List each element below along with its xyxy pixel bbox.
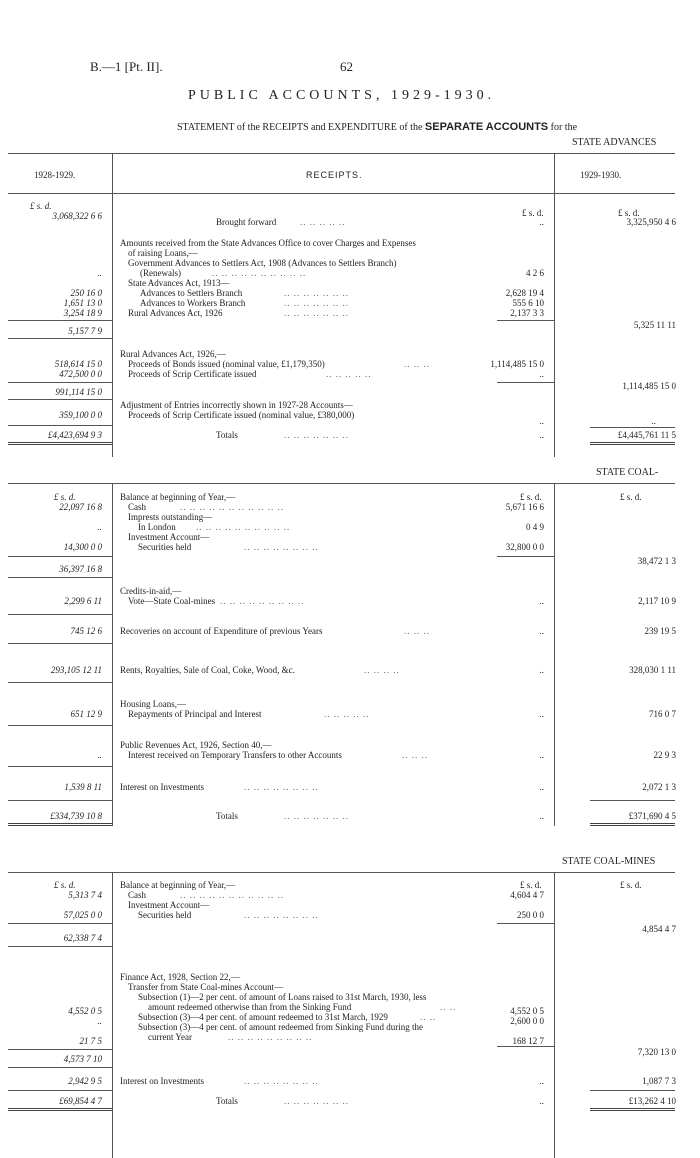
column-header-1928-1929: 1928-1929. (34, 170, 76, 180)
s1-cur-brought-forward: 3,325,950 4 6 (626, 217, 676, 227)
section-title-state-advances: STATE ADVANCES (572, 137, 657, 148)
s3-mid-totals: .. (539, 1096, 544, 1106)
s1-label-bonds: Proceeds of Bonds issued (nominal value, £1,179,350) (128, 359, 325, 369)
page-title: PUBLIC ACCOUNTS, 1929-1930. (188, 88, 496, 103)
s3-cur-interest-investments: 1,087 7 3 (642, 1076, 676, 1086)
currency-header-prev: £ s. d. (30, 201, 52, 211)
s1-label-totals: Totals (216, 430, 238, 440)
s2-prev-rents: 293,105 12 11 (50, 665, 102, 675)
s1-cur-subtotal-1: 5,325 11 11 (633, 320, 676, 330)
s3-prev-interest-investments: 2,942 9 5 (68, 1076, 102, 1086)
s3-mid-subsection3a: 2,600 0 0 (510, 1016, 544, 1026)
currency-header-mid: £ s. d. (522, 208, 544, 218)
s1-prev-workers-branch: 1,651 13 0 (63, 298, 102, 308)
s1-mid-totals: .. (539, 430, 544, 440)
s3-label-securities: Securities held (138, 910, 192, 920)
s2-mid-rents: .. (539, 665, 544, 675)
s3-cur-totals: £13,262 4 10 (628, 1096, 676, 1106)
s2-mid-totals: .. (539, 811, 544, 821)
s2-prev-london: .. (97, 522, 102, 532)
s2-prev-cash: 22,097 16 8 (59, 502, 102, 512)
s2-mid-repayments: .. (539, 709, 544, 719)
s2-prev-interest-investments: 1,539 8 11 (64, 782, 102, 792)
column-header-receipts: RECEIPTS. (306, 170, 363, 180)
s2-label-investment: Investment Account— (128, 532, 210, 542)
section-title-state-coal: STATE COAL- (596, 467, 659, 478)
s1-label-settlers-branch: Advances to Settlers Branch (140, 288, 243, 298)
s1-label-scrip-nominal: Proceeds of Scrip Certificate issued (nominal value, £380,000) (128, 410, 355, 420)
s2-currency-prev: £ s. d. (54, 492, 76, 502)
s1-prev-totals: £4,423,694 9 3 (48, 430, 102, 440)
s3-label-balance: Balance at beginning of Year,— (120, 880, 236, 890)
s1-cur-subtotal-2: 1,114,485 15 0 (622, 381, 676, 391)
s3-label-transfer: Transfer from State Coal-mines Account— (128, 982, 284, 992)
s2-label-public-revenues: Public Revenues Act, 1926, Section 40,— (120, 740, 272, 750)
document-reference: B.—1 [Pt. II]. (90, 59, 163, 74)
statement-heading: STATEMENT of the RECEIPTS and EXPENDITURE of the SEPARATE ACCOUNTS for the (177, 121, 578, 133)
s1-prev-subtotal-1: 5,157 7 9 (68, 326, 102, 336)
s3-currency-prev: £ s. d. (54, 880, 76, 890)
s3-mid-current-year: 168 12 7 (512, 1036, 544, 1046)
s2-label-totals: Totals (216, 811, 238, 821)
s2-label-interest-transfers: Interest received on Temporary Transfers to other Accounts (128, 750, 342, 760)
s2-label-rents: Rents, Royalties, Sale of Coal, Coke, Wood, &c. (120, 665, 295, 675)
s1-prev-subtotal-2: 991,114 15 0 (55, 387, 102, 397)
s1-cur-scrip-nominal: .. (651, 416, 656, 426)
s1-prev-brought-forward: 3,068,322 6 6 (52, 211, 102, 221)
s1-prev-rural-1926: 3,254 18 9 (63, 308, 102, 318)
s3-mid-securities: 250 0 0 (517, 910, 544, 920)
s1-label-workers-branch: Advances to Workers Branch (140, 298, 246, 308)
s3-prev-current-year: 21 7 5 (79, 1036, 102, 1046)
s2-prev-subtotal: 36,397 16 8 (59, 564, 102, 574)
s1-label-scrip: Proceeds of Scrip Certificate issued (128, 369, 257, 379)
s3-mid-cash: 4,604 4 7 (510, 890, 544, 900)
s2-label-interest-investments: Interest on Investments (120, 782, 204, 792)
s2-label-recoveries: Recoveries on account of Expenditure of previous Years (120, 626, 323, 636)
s1-mid-scrip-nominal: .. (539, 416, 544, 426)
s2-cur-interest-transfers: 22 9 3 (653, 750, 676, 760)
s1-mid-workers-branch: 555 6 10 (512, 298, 544, 308)
s2-mid-vote: .. (539, 596, 544, 606)
s1-prev-scrip-nominal: 359,100 0 0 (59, 410, 102, 420)
s3-prev-amount-redeemed: 4,552 0 5 (68, 1006, 102, 1016)
s3-label-subsection1: Subsection (1)—2 per cent. of amount of Loans raised to 31st March, 1930, less (138, 992, 427, 1002)
s1-label-brought-forward: Brought forward (216, 217, 277, 227)
s2-prev-interest-transfers: .. (97, 750, 102, 760)
s1-mid-scrip: .. (539, 369, 544, 379)
column-header-1929-1930: 1929-1930. (580, 170, 622, 180)
s1-label-adjustment: Adjustment of Entries incorrectly shown in 1927-28 Accounts— (120, 400, 353, 410)
s2-cur-recoveries: 239 19 5 (644, 626, 676, 636)
s2-label-vote: Vote—State Coal-mines (128, 596, 216, 606)
s3-prev-securities: 57,025 0 0 (63, 910, 102, 920)
s1-label-gov-advances: Government Advances to Settlers Act, 1908 (Advances to Settlers Branch) (128, 258, 397, 268)
s2-cur-rents: 328,030 1 11 (629, 665, 676, 675)
s2-mid-securities: 32,800 0 0 (505, 542, 544, 552)
s1-label-renewals: (Renewals) (140, 268, 181, 278)
s1-label-sa-act-1913: State Advances Act, 1913— (128, 278, 230, 288)
s1-mid-bonds: 1,114,485 15 0 (490, 359, 544, 369)
s2-label-cash: Cash (128, 502, 146, 512)
s3-cur-subtotal-2: 7,320 13 0 (637, 1047, 676, 1057)
s3-prev-cash: 5,313 7 4 (68, 890, 102, 900)
s2-currency-cur: £ s. d. (620, 492, 642, 502)
s1-prev-bonds: 518,614 15 0 (54, 359, 102, 369)
s3-label-cash: Cash (128, 890, 146, 900)
s2-mid-interest-transfers: .. (539, 750, 544, 760)
s2-cur-subtotal: 38,472 1 3 (637, 556, 676, 566)
s2-currency-mid: £ s. d. (520, 492, 542, 502)
s2-label-repayments: Repayments of Principal and Interest (128, 709, 262, 719)
s3-label-totals: Totals (216, 1096, 238, 1106)
s1-mid-renewals: 4 2 6 (526, 268, 544, 278)
s1-mid-brought-forward: .. (539, 217, 544, 227)
s3-label-subsection3a: Subsection (3)—4 per cent. of amount redeemed to 31st March, 1929 (138, 1012, 388, 1022)
s2-prev-securities: 14,300 0 0 (63, 542, 102, 552)
s2-mid-recoveries: .. (539, 626, 544, 636)
s3-label-finance-act: Finance Act, 1928, Section 22,— (120, 972, 240, 982)
s1-mid-rural-1926: 2,137 3 3 (510, 308, 544, 318)
s1-label-raising-loans: of raising Loans,— (128, 248, 198, 258)
s2-label-housing: Housing Loans,— (120, 699, 186, 709)
s3-cur-subtotal: 4,854 4 7 (642, 924, 676, 934)
s2-label-imprests: Imprests outstanding— (128, 512, 213, 522)
s3-prev-subtotal: 62,338 7 4 (63, 933, 102, 943)
s2-prev-repayments: 651 12 9 (70, 709, 102, 719)
s2-mid-cash: 5,671 16 6 (505, 502, 544, 512)
page-number: 62 (340, 59, 353, 74)
section-title-state-coal-mines: STATE COAL-MINES (562, 856, 656, 867)
s2-label-credits: Credits-in-aid,— (120, 586, 182, 596)
s3-label-subsection3b: Subsection (3)—4 per cent. of amount redeemed from Sinking Fund during the (138, 1022, 423, 1032)
s3-currency-mid: £ s. d. (520, 880, 542, 890)
s1-prev-renewals: .. (97, 268, 102, 278)
s2-prev-recoveries: 745 12 6 (70, 626, 102, 636)
s2-label-london: In London (138, 522, 176, 532)
s1-prev-scrip: 472,500 0 0 (59, 369, 102, 379)
s1-label-amounts-received: Amounts received from the State Advances Office to cover Charges and Expenses (120, 238, 416, 248)
s1-label-rural-1926: Rural Advances Act, 1926 (128, 308, 223, 318)
s1-mid-settlers-branch: 2,628 19 4 (505, 288, 544, 298)
s3-label-current-year: current Year (148, 1032, 192, 1042)
s2-mid-london: 0 4 9 (526, 522, 544, 532)
s2-cur-interest-investments: 2,072 1 3 (642, 782, 676, 792)
s1-label-rural-act: Rural Advances Act, 1926,— (120, 349, 226, 359)
s1-cur-totals: £4,445,761 11 5 (617, 430, 676, 440)
s2-prev-totals: £334,739 10 8 (50, 811, 102, 821)
s2-prev-vote: 2,299 6 11 (64, 596, 102, 606)
s2-cur-vote: 2,117 10 9 (638, 596, 676, 606)
s3-mid-amount-redeemed: 4,552 0 5 (510, 1006, 544, 1016)
s2-mid-interest-investments: .. (539, 782, 544, 792)
currency-header-cur: £ s. d. (618, 208, 640, 218)
s3-prev-subsection3a: .. (97, 1016, 102, 1026)
s1-prev-settlers-branch: 250 16 0 (70, 288, 102, 298)
s2-cur-repayments: 716 0 7 (649, 709, 676, 719)
s2-cur-totals: £371,690 4 5 (628, 811, 676, 821)
s3-prev-subtotal-2: 4,573 7 10 (63, 1054, 102, 1064)
s3-label-amount-redeemed: amount redeemed otherwise than from the Sinking Fund (148, 1002, 352, 1012)
s2-label-balance: Balance at beginning of Year,— (120, 492, 236, 502)
s3-prev-totals: £69,854 4 7 (59, 1096, 102, 1106)
s3-mid-interest-investments: .. (539, 1076, 544, 1086)
s2-label-securities: Securities held (138, 542, 192, 552)
s3-label-interest-investments: Interest on Investments (120, 1076, 204, 1086)
s3-currency-cur: £ s. d. (620, 880, 642, 890)
s3-label-investment: Investment Account— (128, 900, 210, 910)
